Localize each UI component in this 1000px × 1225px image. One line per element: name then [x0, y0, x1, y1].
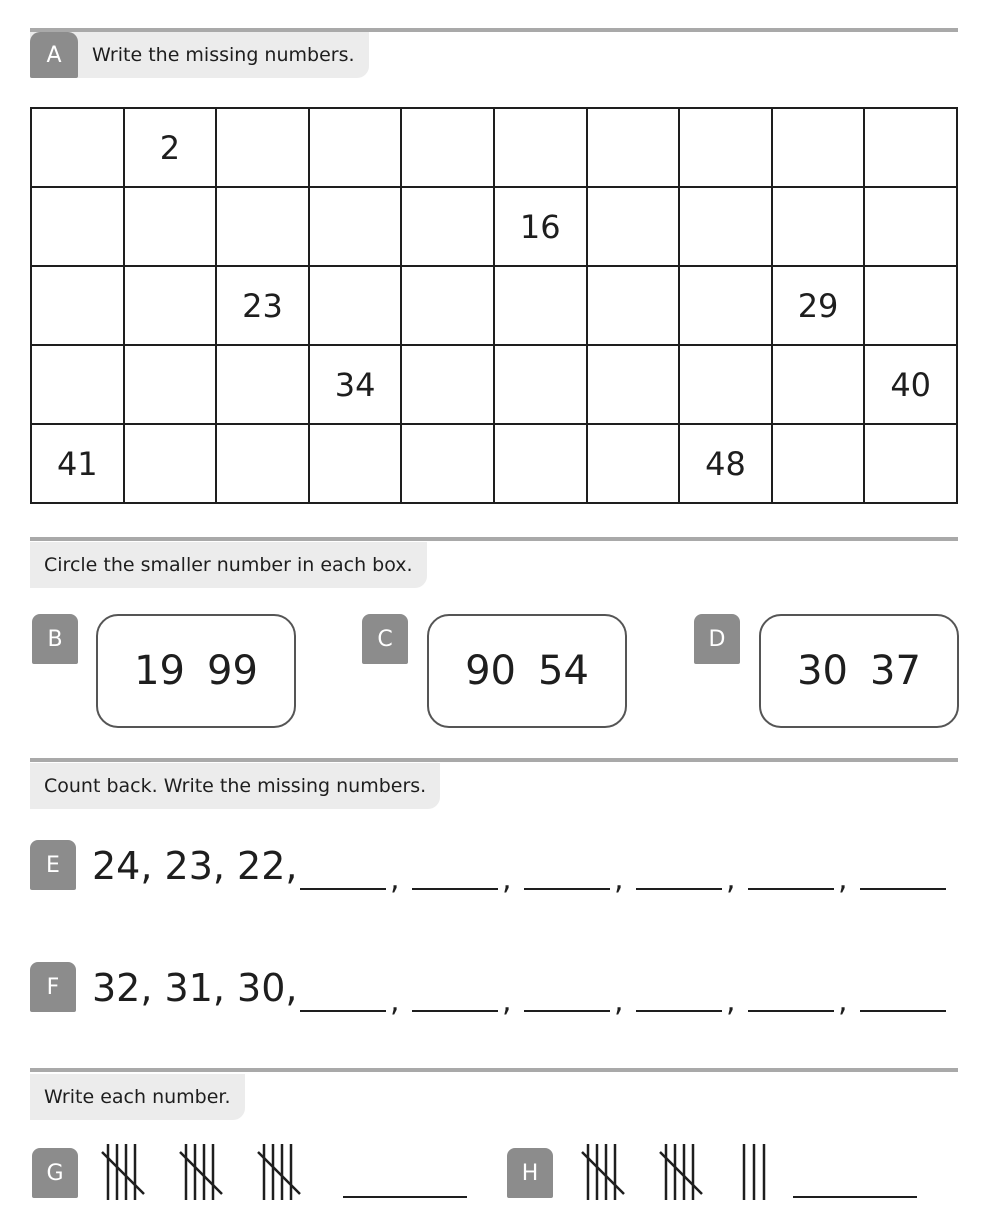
grid-cell[interactable]	[772, 424, 865, 503]
grid-cell: 40	[864, 345, 957, 424]
comma-separator: ,	[390, 984, 400, 1019]
grid-cell[interactable]	[679, 187, 772, 266]
grid-cell[interactable]	[31, 187, 124, 266]
sequence-row-f	[30, 962, 958, 1022]
grid-cell[interactable]	[31, 108, 124, 187]
section-compare-header	[30, 542, 427, 588]
grid-cell[interactable]	[309, 108, 402, 187]
grid-cell[interactable]	[679, 345, 772, 424]
grid-cell[interactable]	[772, 108, 865, 187]
compare-box-b-left[interactable]: 19	[134, 648, 185, 694]
section-compare-rule	[30, 537, 958, 541]
compare-box-c-right[interactable]: 54	[538, 648, 589, 694]
grid-cell[interactable]	[216, 424, 309, 503]
grid-cell[interactable]	[864, 266, 957, 345]
section-count-instruction: Count back. Write the missing numbers.	[44, 775, 427, 797]
grid-cell[interactable]	[216, 345, 309, 424]
grid-cell[interactable]	[864, 187, 957, 266]
answer-line-g[interactable]	[343, 1196, 467, 1198]
row-f-given-numbers: 32, 31, 30,	[92, 966, 298, 1010]
grid-row	[31, 345, 957, 424]
grid-cell[interactable]	[587, 266, 680, 345]
row-f-badge: F	[30, 962, 76, 1012]
grid-cell[interactable]	[679, 266, 772, 345]
grid-cell[interactable]	[31, 266, 124, 345]
grid-cell[interactable]	[401, 266, 494, 345]
sequence-row-e	[30, 840, 958, 900]
grid-cell[interactable]	[494, 266, 587, 345]
grid-cell[interactable]	[587, 108, 680, 187]
grid-cell[interactable]	[31, 345, 124, 424]
grid-cell: 48	[679, 424, 772, 503]
box-b-badge: B	[32, 614, 78, 664]
answer-blank[interactable]	[524, 888, 610, 890]
answer-blank[interactable]	[636, 888, 722, 890]
grid-cell[interactable]	[494, 424, 587, 503]
comma-separator: ,	[502, 862, 512, 897]
answer-blank[interactable]	[860, 888, 946, 890]
grid-cell[interactable]	[772, 187, 865, 266]
compare-box-b[interactable]	[96, 614, 296, 728]
section-write-rule	[30, 1068, 958, 1072]
grid-cell[interactable]	[494, 345, 587, 424]
box-c-badge: C	[362, 614, 408, 664]
grid-cell[interactable]	[401, 424, 494, 503]
comma-separator: ,	[390, 862, 400, 897]
item-g-badge: G	[32, 1148, 78, 1198]
grid-cell[interactable]	[124, 345, 217, 424]
answer-blank[interactable]	[412, 888, 498, 890]
section-a-header	[30, 32, 369, 78]
section-compare-instruction: Circle the smaller number in each box.	[44, 554, 413, 576]
comma-separator: ,	[838, 862, 848, 897]
item-h-badge: H	[507, 1148, 553, 1198]
grid-cell: 34	[309, 345, 402, 424]
answer-line-h[interactable]	[793, 1196, 917, 1198]
grid-cell[interactable]	[124, 266, 217, 345]
comma-separator: ,	[614, 984, 624, 1019]
compare-box-d[interactable]	[759, 614, 959, 728]
row-e-badge: E	[30, 840, 76, 890]
answer-blank[interactable]	[524, 1010, 610, 1012]
grid-cell[interactable]	[401, 108, 494, 187]
compare-box-b-right[interactable]: 99	[207, 648, 258, 694]
grid-cell[interactable]	[587, 424, 680, 503]
grid-cell[interactable]	[401, 187, 494, 266]
comma-separator: ,	[726, 862, 736, 897]
number-grid	[30, 107, 958, 504]
grid-cell[interactable]	[587, 187, 680, 266]
section-a-instruction: Write the missing numbers.	[92, 44, 355, 66]
grid-cell[interactable]	[216, 187, 309, 266]
grid-row	[31, 266, 957, 345]
section-count-rule	[30, 758, 958, 762]
grid-cell[interactable]	[864, 108, 957, 187]
compare-box-d-left[interactable]: 30	[797, 648, 848, 694]
tally-marks-h	[580, 1138, 780, 1208]
comma-separator: ,	[502, 984, 512, 1019]
grid-cell[interactable]	[679, 108, 772, 187]
grid-cell[interactable]	[124, 187, 217, 266]
grid-row	[31, 108, 957, 187]
answer-blank[interactable]	[300, 888, 386, 890]
grid-cell[interactable]	[124, 424, 217, 503]
tally-marks-g	[100, 1138, 340, 1208]
grid-cell[interactable]	[309, 424, 402, 503]
comma-separator: ,	[726, 984, 736, 1019]
compare-box-c-left[interactable]: 90	[465, 648, 516, 694]
grid-cell[interactable]	[401, 345, 494, 424]
grid-cell[interactable]	[309, 266, 402, 345]
answer-blank[interactable]	[636, 1010, 722, 1012]
box-d-badge: D	[694, 614, 740, 664]
grid-cell[interactable]	[309, 187, 402, 266]
grid-cell[interactable]	[772, 345, 865, 424]
grid-cell: 29	[772, 266, 865, 345]
grid-row	[31, 424, 957, 503]
grid-cell: 23	[216, 266, 309, 345]
grid-cell[interactable]	[494, 108, 587, 187]
answer-blank[interactable]	[860, 1010, 946, 1012]
grid-row	[31, 187, 957, 266]
answer-blank[interactable]	[748, 1010, 834, 1012]
answer-blank[interactable]	[748, 888, 834, 890]
section-write-header	[30, 1074, 245, 1120]
grid-cell: 41	[31, 424, 124, 503]
section-write-instruction: Write each number.	[44, 1086, 231, 1108]
compare-box-c[interactable]	[427, 614, 627, 728]
grid-cell: 2	[124, 108, 217, 187]
section-a-badge: A	[30, 32, 78, 78]
answer-blank[interactable]	[412, 1010, 498, 1012]
row-e-given-numbers: 24, 23, 22,	[92, 844, 298, 888]
compare-box-d-right[interactable]: 37	[870, 648, 921, 694]
comma-separator: ,	[614, 862, 624, 897]
grid-cell[interactable]	[864, 424, 957, 503]
grid-cell[interactable]	[216, 108, 309, 187]
section-count-header	[30, 763, 440, 809]
answer-blank[interactable]	[300, 1010, 386, 1012]
grid-cell: 16	[494, 187, 587, 266]
grid-cell[interactable]	[587, 345, 680, 424]
comma-separator: ,	[838, 984, 848, 1019]
